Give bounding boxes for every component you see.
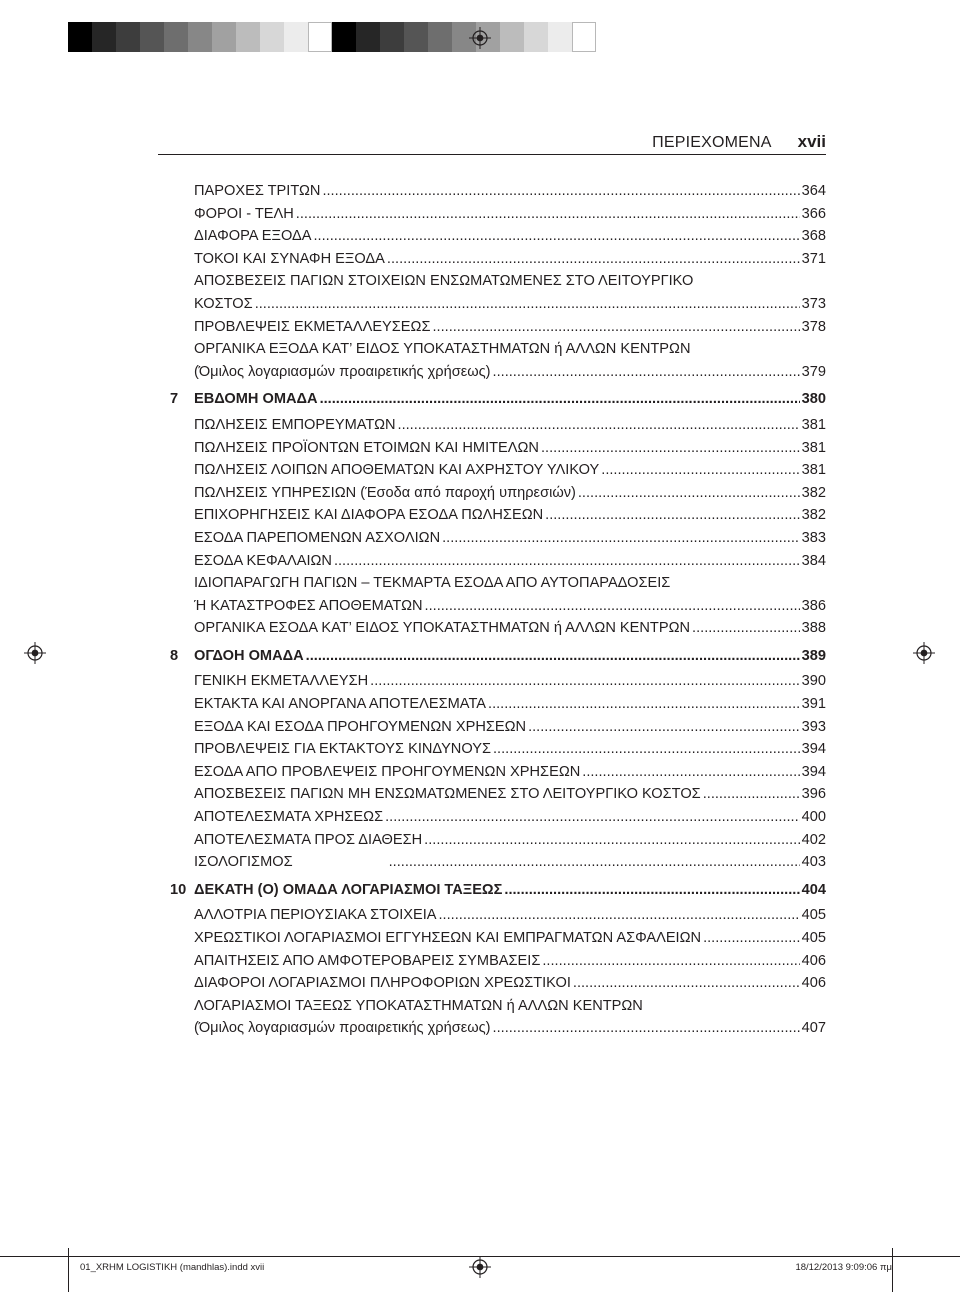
toc-leader-dots [703,783,800,806]
toc-label: ΤΟΚΟΙ ΚΑΙ ΣΥΝΑΦΗ ΕΞΟΔΑ [194,250,385,267]
toc-entry [170,203,826,226]
toc-page-number: 373 [801,295,826,312]
color-swatch [188,22,212,52]
toc-leader-dots [582,761,799,784]
toc-label: ΑΠΟΤΕΛΕΣΜΑΤΑ ΧΡΗΣΕΩΣ [194,809,384,826]
toc-page-number: 396 [801,786,826,803]
toc-page-number: 382 [801,507,826,524]
toc-entry [170,806,826,829]
toc-page-number: 378 [801,318,826,335]
toc-page-number: 386 [801,597,826,614]
toc-leader-dots [703,927,800,950]
toc-leader-dots [306,645,800,668]
toc-entry [170,670,826,693]
toc-entry [170,504,826,527]
toc-section [170,879,826,902]
toc-label: ΛΟΓΑΡΙΑΣΜΟΙ ΤΑΞΕΩΣ ΥΠΟΚΑΤΑΣΤΗΜΑΤΩΝ ή ΑΛΛΩΝ ΚΕΝΤΡΩΝ [194,997,643,1014]
toc-entry [170,972,826,995]
color-swatch [284,22,308,52]
toc-leader-dots [424,829,799,852]
toc-label: ΕΚΤΑΚΤΑ ΚΑΙ ΑΝΟΡΓΑΝΑ ΑΠΟΤΕΛΕΣΜΑΤΑ [194,696,487,713]
color-swatch [212,22,236,52]
toc-entry [170,550,826,573]
header-rule [158,154,826,155]
toc-leader-dots [432,316,799,339]
toc-leader-dots [528,716,800,739]
color-swatch [548,22,572,52]
toc-page-number: 366 [801,205,826,222]
toc-page-number: 381 [801,439,826,456]
toc-label: ΠΩΛΗΣΕΙΣ ΥΠΗΡΕΣΙΩΝ (Έσοδα από παροχή υπηρεσιών) [194,484,576,501]
toc-page-number: 404 [801,881,826,898]
toc-section [170,388,826,411]
toc-page-number: 390 [801,673,826,690]
toc-page-number: 400 [801,809,826,826]
toc-page-number: 405 [801,930,826,946]
toc-section-number: 7 [170,391,179,408]
color-swatch [572,22,596,52]
toc-label: ΔΕΚΑΤΗ (Ο) ΟΜΑΔΑ ΛΟΓΑΡΙΑΣΜΟΙ ΤΑΞΕΩΣ [194,881,503,898]
color-swatch [236,22,260,52]
registration-mark-left [24,642,46,664]
toc-entry [170,437,826,460]
toc-entry [170,595,826,618]
color-swatch [332,22,356,52]
color-swatch [68,22,92,52]
toc-label: ΕΠΙΧΟΡΗΓΗΣΕΙΣ ΚΑΙ ΔΙΑΦΟΡΑ ΕΣΟΔΑ ΠΩΛΗΣΕΩΝ [194,507,544,524]
toc-entry [170,1017,826,1040]
toc-label: ΕΣΟΔΑ ΑΠΟ ΠΡΟΒΛΕΨΕΙΣ ΠΡΟΗΓΟΥΜΕΝΩΝ ΧΡΗΣΕΩΝ [194,763,581,780]
toc-entry [170,414,826,437]
table-of-contents [170,180,826,1040]
toc-page-number: 405 [801,907,826,924]
toc-label: ΑΛΛΟΤΡΙΑ ΠΕΡΙΟΥΣΙΑΚΑ ΣΤΟΙΧΕΙΑ [194,907,437,924]
toc-page-number: 402 [801,831,826,848]
toc-leader-dots [439,904,800,927]
registration-mark-right [913,642,935,664]
toc-page-number: 364 [801,183,826,199]
toc-label: ΟΡΓΑΝΙΚΑ ΕΞΟΔΑ ΚΑΤ’ ΕΙΔΟΣ ΥΠΟΚΑΤΑΣΤΗΜΑΤΩΝ ή ΑΛΛΩΝ ΚΕΝΤΡΩΝ [194,341,691,358]
toc-leader-dots [389,851,800,874]
toc-label: ΠΡΟΒΛΕΨΕΙΣ ΓΙΑ ΕΚΤΑΚΤΟΥΣ ΚΙΝΔΥΝΟΥΣ [194,741,491,758]
toc-entry [170,270,826,293]
toc-page-number: 380 [801,391,826,408]
registration-mark-bottom [469,1256,491,1278]
toc-entry [170,829,826,852]
toc-section-number: 10 [170,881,187,898]
toc-leader-dots [692,617,800,640]
toc-label: ΙΔΙΟΠΑΡΑΓΩΓΗ ΠΑΓΙΩΝ – ΤΕΚΜΑΡΤΑ ΕΣΟΔΑ ΑΠΟ ΑΥΤΟΠΑΡΑΔΟΣΕΙΣ [194,575,671,592]
toc-leader-dots [493,738,800,761]
toc-leader-dots [255,293,800,316]
toc-entry [170,527,826,550]
toc-entry [170,617,826,640]
toc-label: ΕΣΟΔΑ ΠΑΡΕΠΟΜΕΝΩΝ ΑΣΧΟΛΙΩΝ [194,529,441,546]
toc-entry [170,904,826,927]
toc-page-number: 388 [801,620,826,637]
toc-entry [170,248,826,271]
toc-label: ΟΡΓΑΝΙΚΑ ΕΣΟΔΑ ΚΑΤ’ ΕΙΔΟΣ ΥΠΟΚΑΤΑΣΤΗΜΑΤΩΝ ή ΑΛΛΩΝ ΚΕΝΤΡΩΝ [194,620,691,637]
toc-section [170,645,826,668]
toc-label: ΑΠΟΣΒΕΣΕΙΣ ΠΑΓΙΩΝ ΜΗ ΕΝΣΩΜΑΤΩΜΕΝΕΣ ΣΤΟ ΛΕΙΤΟΥΡΓΙΚΟ ΚΟΣΤΟΣ [194,786,701,803]
toc-label: ΔΙΑΦΟΡΟΙ ΛΟΓΑΡΙΑΣΜΟΙ ΠΛΗΡΟΦΟΡΙΩΝ ΧΡΕΩΣΤΙΚΟΙ [194,975,571,992]
toc-label: ΟΓΔΟΗ ΟΜΑΔΑ [194,647,304,664]
toc-entry [170,316,826,339]
toc-label: ΕΞΟΔΑ ΚΑΙ ΕΣΟΔΑ ΠΡΟΗΓΟΥΜΕΝΩΝ ΧΡΗΣΕΩΝ [194,718,527,735]
toc-leader-dots [320,388,800,411]
toc-leader-dots [334,550,800,573]
toc-leader-dots [398,414,800,437]
toc-entry [170,180,826,203]
toc-page-number: 384 [801,552,826,569]
toc-page-number: 391 [801,696,826,713]
toc-page-number: 381 [801,416,826,433]
toc-label: ΠΩΛΗΣΕΙΣ ΠΡΟΪΟΝΤΩΝ ΕΤΟΙΜΩΝ ΚΑΙ ΗΜΙΤΕΛΩΝ [194,439,539,456]
toc-label: ΠΑΡΟΧΕΣ ΤΡΙΤΩΝ [194,183,321,199]
toc-leader-dots [370,670,799,693]
toc-entry [170,459,826,482]
toc-entry [170,361,826,384]
toc-leader-dots [442,527,800,550]
color-swatch [164,22,188,52]
toc-label: ΙΣΟΛΟΓΙΣΜΟΣ [194,854,293,871]
toc-entry [170,293,826,316]
color-swatch [140,22,164,52]
toc-leader-dots [541,437,800,460]
toc-entry [170,738,826,761]
toc-page-number: 383 [801,529,826,546]
page-title: ΠΕΡΙΕΧΟΜΕΝΑ [652,134,772,151]
toc-label: ΔΙΑΦΟΡΑ ΕΞΟΔΑ [194,228,312,245]
color-swatch [500,22,524,52]
toc-page-number: 403 [801,854,826,871]
toc-page-number: 371 [801,250,826,267]
color-swatch [92,22,116,52]
toc-page-number: 406 [801,952,826,969]
slug-timestamp: 18/12/2013 9:09:06 πμ [795,1262,892,1273]
color-calibration-bar [68,22,596,52]
toc-leader-dots [387,248,800,271]
toc-entry [170,225,826,248]
trim-mark-right [892,1248,893,1292]
toc-label: ΠΩΛΗΣΕΙΣ ΛΟΙΠΩΝ ΑΠΟΘΕΜΑΤΩΝ ΚΑΙ ΑΧΡΗΣΤΟΥ ΥΛΙΚΟΥ [194,462,600,479]
toc-page-number: 381 [801,462,826,479]
color-swatch [116,22,140,52]
color-swatch [428,22,452,52]
toc-label: ΑΠΑΙΤΗΣΕΙΣ ΑΠΟ ΑΜΦΟΤΕΡΟΒΑΡΕΙΣ ΣΥΜΒΑΣΕΙΣ [194,952,541,969]
toc-label: ΓΕΝΙΚΗ ΕΚΜΕΤΑΛΛΕΥΣΗ [194,673,369,690]
toc-label: (Όμιλος λογαριασμών προαιρετικής χρήσεως) [194,1020,491,1037]
color-swatch [404,22,428,52]
page-number: xvii [797,132,826,151]
toc-leader-dots [601,459,799,482]
toc-page-number: 382 [801,484,826,501]
toc-leader-dots [314,225,800,248]
toc-leader-dots [493,1017,800,1040]
toc-entry [170,338,826,361]
color-swatch [356,22,380,52]
toc-page-number: 407 [801,1020,826,1037]
toc-entry [170,851,826,874]
toc-page-number: 379 [801,363,826,380]
slug-rule [0,1256,960,1257]
toc-leader-dots [385,806,800,829]
toc-leader-dots [545,504,800,527]
trim-mark-left [68,1248,69,1292]
toc-leader-dots [573,972,800,995]
color-swatch [260,22,284,52]
toc-leader-dots [425,595,800,618]
toc-entry [170,572,826,595]
toc-leader-dots [504,879,799,902]
toc-entry [170,995,826,1018]
toc-label: ΧΡΕΩΣΤΙΚΟΙ ΛΟΓΑΡΙΑΣΜΟΙ ΕΓΓΥΗΣΕΩΝ ΚΑΙ ΕΜΠΡΑΓΜΑΤΩΝ ΑΣΦΑΛΕΙΩΝ [194,930,702,946]
toc-entry [170,950,826,973]
toc-label: ΑΠΟΤΕΛΕΣΜΑΤΑ ΠΡΟΣ ΔΙΑΘΕΣΗ [194,831,423,848]
toc-section-number: 8 [170,647,179,664]
toc-label: ΠΡΟΒΛΕΨΕΙΣ ΕΚΜΕΤΑΛΛΕΥΣΕΩΣ [194,318,431,335]
toc-leader-dots [493,361,800,384]
registration-mark-top [469,27,491,49]
toc-entry [170,693,826,716]
toc-entry [170,716,826,739]
toc-label: (Όμιλος λογαριασμών προαιρετικής χρήσεως) [194,363,491,380]
page-header [652,132,826,152]
toc-entry [170,761,826,784]
toc-leader-dots [488,693,800,716]
toc-leader-dots [542,950,799,973]
toc-page-number: 389 [801,647,826,664]
toc-page-number: 394 [801,763,826,780]
toc-label: ΚΟΣΤΟΣ [194,295,253,312]
toc-leader-dots [322,180,799,203]
toc-label: Ή ΚΑΤΑΣΤΡΟΦΕΣ ΑΠΟΘΕΜΑΤΩΝ [194,597,423,614]
toc-page-number: 406 [801,975,826,992]
color-swatch [524,22,548,52]
color-swatch [380,22,404,52]
toc-label: ΠΩΛΗΣΕΙΣ ΕΜΠΟΡΕΥΜΑΤΩΝ [194,416,396,433]
toc-leader-dots [296,203,800,226]
toc-entry [170,927,826,950]
toc-entry [170,482,826,505]
toc-leader-dots [578,482,800,505]
toc-page-number: 394 [801,741,826,758]
color-swatch [308,22,332,52]
toc-entry [170,783,826,806]
toc-label: ΕΣΟΔΑ ΚΕΦΑΛΑΙΩΝ [194,552,332,569]
toc-page-number: 393 [801,718,826,735]
toc-label: ΑΠΟΣΒΕΣΕΙΣ ΠΑΓΙΩΝ ΣΤΟΙΧΕΙΩΝ ΕΝΣΩΜΑΤΩΜΕΝΕΣ ΣΤΟ ΛΕΙΤΟΥΡΓΙΚΟ [194,273,694,290]
toc-label: ΕΒΔΟΜΗ ΟΜΑΔΑ [194,391,318,408]
toc-page-number: 368 [801,228,826,245]
toc-label: ΦΟΡΟΙ - ΤΕΛΗ [194,205,294,222]
slug-filename: 01_XRHM LOGISTIKH (mandhlas).indd xvii [80,1262,265,1273]
